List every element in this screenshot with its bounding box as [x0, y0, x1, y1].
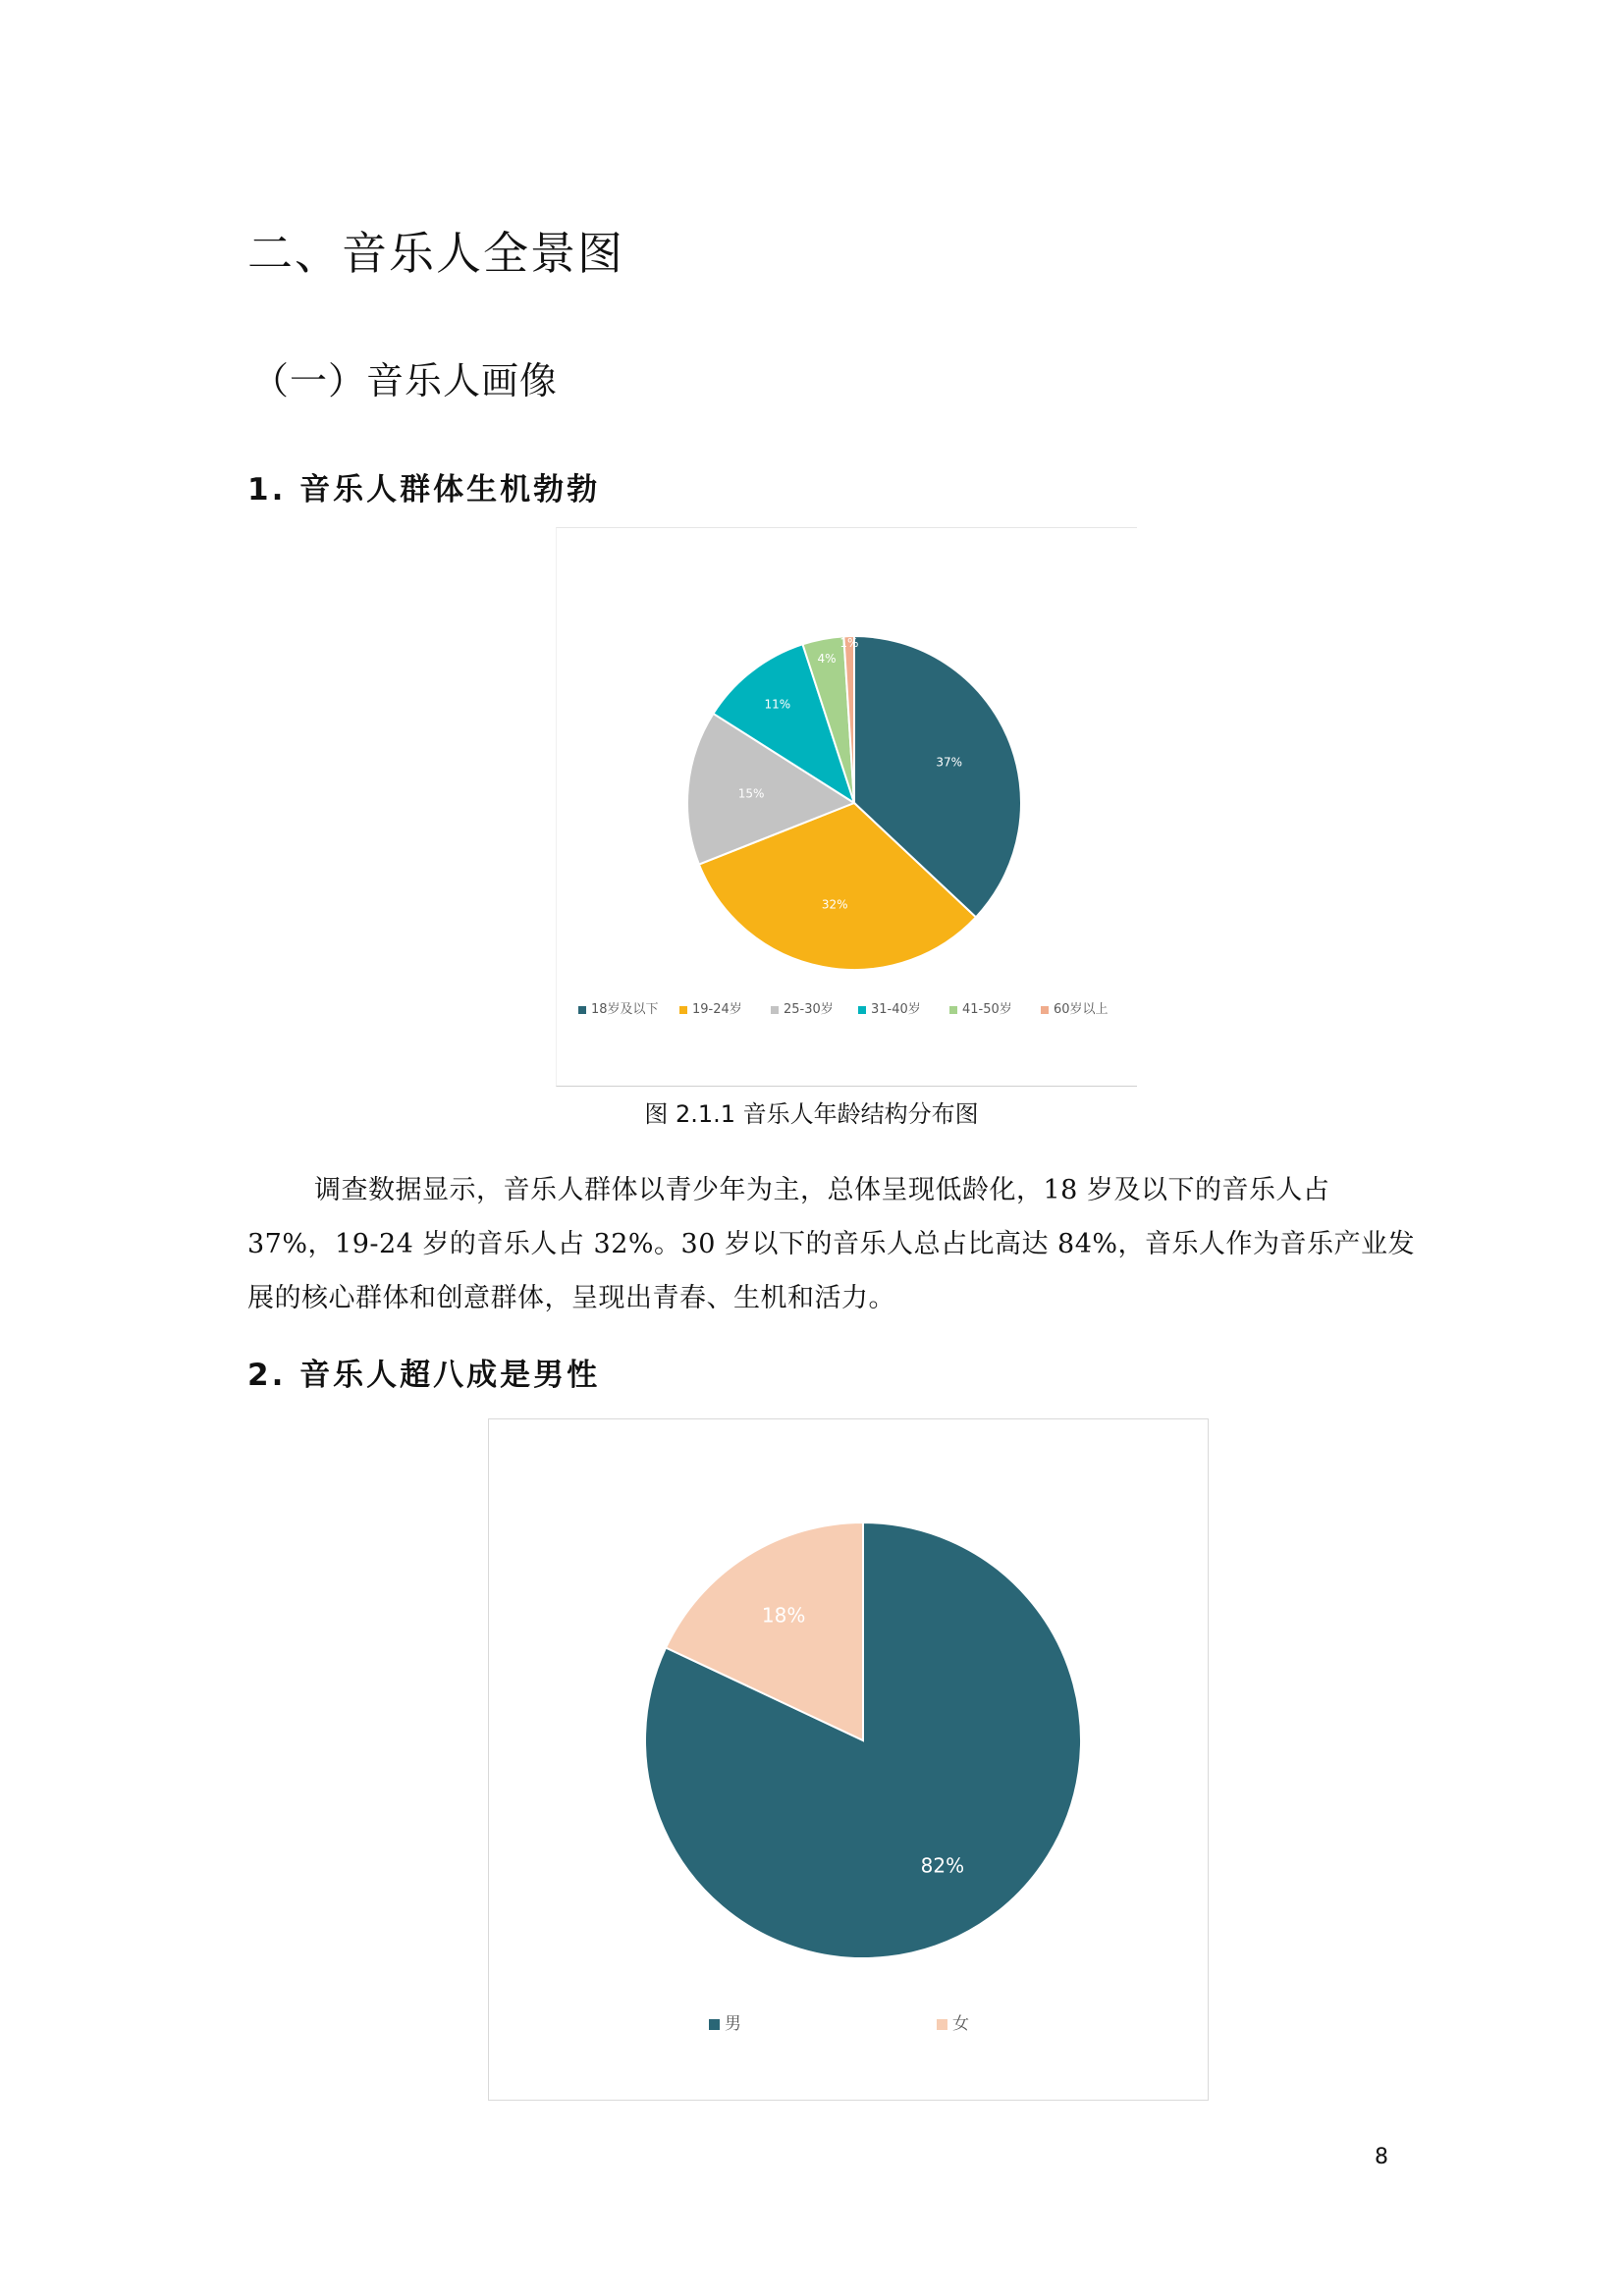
legend-swatch — [1041, 1006, 1049, 1014]
legend-label: 41-50岁 — [962, 1002, 1012, 1017]
paragraph-line: 调查数据显示，音乐人群体以青少年为主，总体呈现低龄化，18 岁及以下的音乐人占 — [314, 1175, 1330, 1205]
heading-2: 2. 音乐人超八成是男性 — [247, 1358, 601, 1393]
gender-pie-svg — [489, 1419, 1210, 2102]
body-paragraph — [247, 1163, 1416, 1325]
legend-label: 18岁及以下 — [591, 1002, 659, 1017]
pie-data-label: 37% — [936, 755, 963, 770]
heading-1: 1. 音乐人群体生机勃勃 — [247, 472, 601, 507]
legend-swatch — [949, 1006, 957, 1014]
pie-data-label: 4% — [817, 652, 837, 667]
legend-label: 女 — [952, 2014, 969, 2034]
legend-swatch — [679, 1006, 687, 1014]
paragraph-line: 展的核心群体和创意群体，呈现出青春、生机和活力。 — [247, 1283, 895, 1313]
pie-data-label: 11% — [764, 697, 791, 712]
legend-label: 25-30岁 — [784, 1002, 834, 1017]
pie-data-label: 82% — [920, 1853, 965, 1878]
legend-swatch — [937, 2019, 947, 2030]
legend-label: 19-24岁 — [692, 1002, 742, 1017]
legend-swatch — [858, 1006, 866, 1014]
paragraph-line: 37%，19-24 岁的音乐人占 32%。30 岁以下的音乐人总占比高达 84%，音乐人作为音乐产业发 — [247, 1229, 1416, 1259]
gender-distribution-chart — [488, 1418, 1209, 2101]
pie-data-label: 1% — [839, 636, 859, 651]
legend-label: 31-40岁 — [871, 1002, 921, 1017]
page-number: 8 — [1375, 2145, 1388, 2169]
pie-data-label: 18% — [761, 1603, 806, 1628]
legend-label: 60岁以上 — [1054, 1002, 1109, 1017]
legend-swatch — [578, 1006, 586, 1014]
subsection-title: （一）音乐人画像 — [251, 359, 559, 402]
legend-label: 男 — [725, 2014, 741, 2034]
age-pie-svg — [557, 528, 1138, 1088]
figure-caption: 图 2.1.1 音乐人年龄结构分布图 — [644, 1100, 979, 1128]
legend-swatch — [709, 2019, 720, 2030]
legend-swatch — [771, 1006, 779, 1014]
section-title: 二、音乐人全景图 — [247, 227, 624, 280]
pie-data-label: 32% — [821, 897, 848, 912]
age-distribution-chart — [556, 527, 1137, 1087]
pie-data-label: 15% — [737, 786, 765, 801]
